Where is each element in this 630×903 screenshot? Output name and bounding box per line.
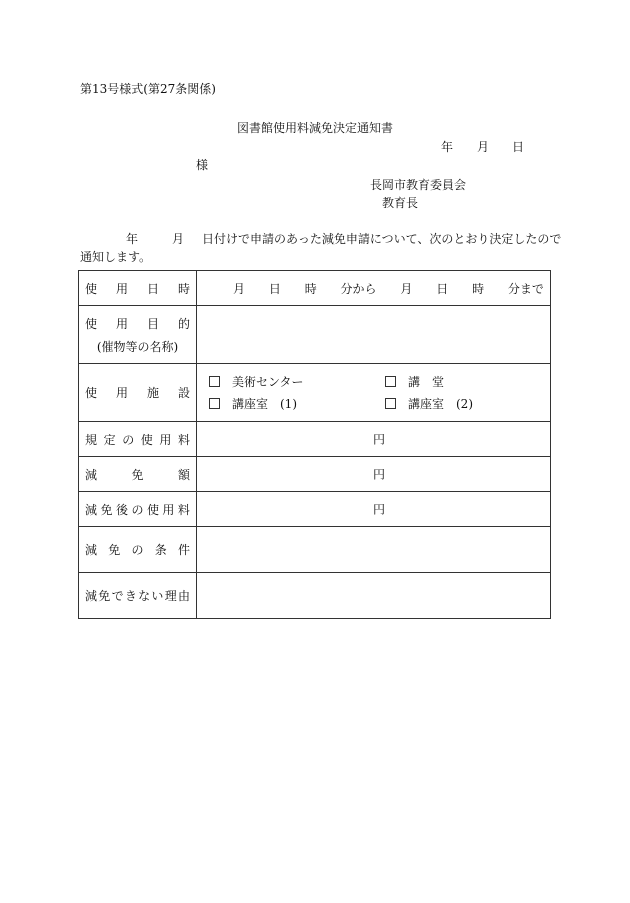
datetime-unit: 時	[472, 281, 485, 296]
label-char: い	[151, 589, 164, 603]
checkbox-icon[interactable]	[209, 376, 220, 387]
yen-unit: 円	[373, 502, 386, 517]
label-char: 減	[85, 589, 98, 603]
label-char: 定	[103, 432, 116, 447]
label-char: 用	[115, 316, 128, 331]
label-char: 規	[85, 432, 98, 447]
body-year: 年	[126, 232, 139, 246]
label-char: 時	[177, 281, 190, 296]
label-char: 後	[115, 502, 128, 517]
date-year: 年	[441, 140, 454, 154]
label-char: 理	[164, 589, 177, 603]
datetime-unit: 月	[400, 281, 413, 296]
label-reduction-amount	[79, 457, 197, 492]
label-char: 減	[85, 467, 98, 482]
checkbox-icon[interactable]	[385, 398, 396, 409]
label-char: 的	[177, 316, 190, 331]
value-usage-purpose[interactable]	[197, 306, 551, 364]
label-char: 使	[85, 316, 98, 331]
label-denial-reason	[79, 573, 197, 619]
value-fee-after-reduction[interactable]	[197, 492, 551, 527]
label-char: 条	[154, 543, 167, 557]
label-char: 使	[85, 281, 98, 296]
label-char: の	[131, 502, 144, 517]
label-conditions	[79, 527, 197, 573]
body-text: 日付けで申請のあった減免申請について、次のとおり決定したので	[202, 232, 562, 246]
body-month: 月	[172, 232, 185, 246]
issue-date	[0, 138, 630, 154]
label-char: 料	[177, 432, 190, 447]
checkbox-lecture-room-2[interactable]	[373, 395, 549, 412]
label-char: 設	[177, 386, 190, 400]
row-facility	[79, 364, 551, 422]
form-number: 第13号様式(第27条関係)	[80, 82, 216, 96]
label-char: 額	[177, 467, 190, 482]
checkbox-auditorium[interactable]	[373, 373, 549, 390]
value-facility	[197, 364, 551, 422]
yen-unit: 円	[373, 432, 386, 447]
label-char: の	[131, 543, 144, 557]
notice-body	[80, 230, 560, 266]
datetime-unit: 分まで	[507, 281, 544, 296]
page-title: 図書館使用料減免決定通知書	[236, 121, 393, 135]
label-fee-after-reduction	[79, 492, 197, 527]
issuer-organization: 長岡市教育委員会	[370, 178, 467, 192]
addressee-honorific: 様	[196, 158, 209, 172]
checkbox-art-center[interactable]	[197, 373, 373, 390]
label-char: 使	[85, 386, 98, 400]
facility-name: 講座室 (1)	[232, 397, 297, 411]
row-usage-datetime	[79, 271, 551, 306]
label-char: で	[111, 589, 124, 603]
label-char: 用	[159, 432, 172, 447]
label-char: 免	[100, 502, 113, 517]
label-char: 料	[177, 502, 190, 517]
label-char: 使	[140, 432, 153, 447]
label-char: 減	[85, 502, 98, 517]
label-char: 減	[85, 543, 98, 557]
label-char: 日	[146, 281, 159, 296]
body-text-2: 通知します。	[80, 250, 152, 264]
decision-table	[78, 270, 551, 619]
row-usage-purpose	[79, 306, 551, 364]
label-char: 免	[108, 543, 121, 557]
value-denial-reason[interactable]	[197, 573, 551, 619]
checkbox-lecture-room-1[interactable]	[197, 395, 373, 412]
label-char: 使	[146, 502, 159, 517]
label-char: き	[124, 589, 137, 603]
label-char: な	[138, 589, 151, 603]
label-char: 件	[177, 543, 190, 557]
checkbox-icon[interactable]	[209, 398, 220, 409]
facility-name: 講 堂	[408, 375, 445, 389]
issuer-title: 教育長	[382, 196, 419, 210]
yen-unit: 円	[373, 467, 386, 482]
value-reduction-amount[interactable]	[197, 457, 551, 492]
row-reduction-amount	[79, 457, 551, 492]
datetime-unit: 時	[304, 281, 317, 296]
datetime-unit: 分から	[340, 281, 377, 296]
label-char: 目	[146, 316, 159, 331]
checkbox-icon[interactable]	[385, 376, 396, 387]
label-char: 由	[177, 589, 190, 603]
facility-name: 講座室 (2)	[408, 397, 473, 411]
value-usage-datetime	[197, 271, 551, 306]
label-char: 用	[115, 281, 128, 296]
label-char: の	[122, 432, 135, 447]
row-conditions	[79, 527, 551, 573]
label-char: 施	[146, 386, 159, 400]
label-usage-datetime	[79, 271, 197, 306]
datetime-unit: 日	[268, 281, 281, 296]
datetime-unit: 月	[233, 281, 246, 296]
label-standard-fee	[79, 422, 197, 457]
date-day: 日	[512, 140, 525, 154]
date-month: 月	[477, 140, 490, 154]
label-facility	[79, 364, 197, 422]
value-conditions[interactable]	[197, 527, 551, 573]
row-denial-reason	[79, 573, 551, 619]
label-char: 免	[98, 589, 111, 603]
label-char: 免	[131, 467, 144, 482]
facility-name: 美術センター	[232, 375, 304, 389]
label-usage-purpose-sub: (催物等の名称)	[96, 339, 179, 354]
row-fee-after-reduction	[79, 492, 551, 527]
label-char: 用	[162, 502, 175, 517]
label-char: 用	[115, 386, 128, 400]
label-usage-purpose	[79, 306, 197, 364]
row-standard-fee	[79, 422, 551, 457]
datetime-unit: 日	[436, 281, 449, 296]
value-standard-fee[interactable]	[197, 422, 551, 457]
